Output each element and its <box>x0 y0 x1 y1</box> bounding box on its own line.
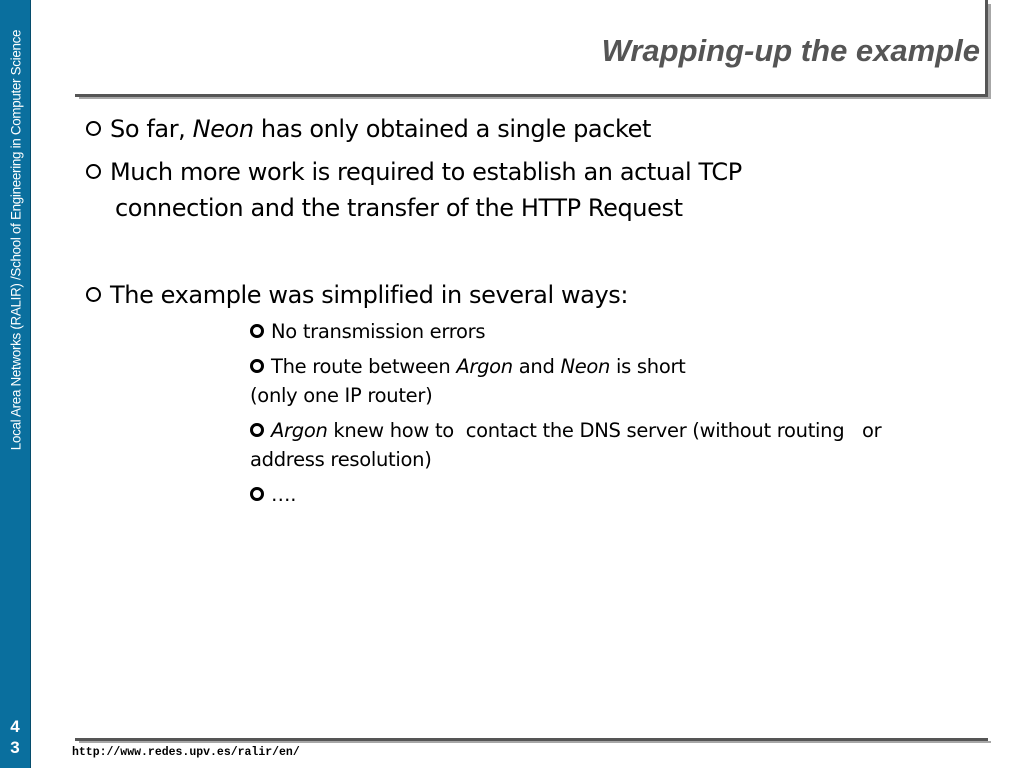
sub-bullet-no-errors <box>250 317 985 346</box>
sub-bullet-text: and <box>512 355 561 378</box>
bullet-simplified <box>86 277 628 313</box>
sub-bullet-text-italic: Neon <box>560 355 611 378</box>
bold-circle-bullet-icon <box>250 359 264 373</box>
page-number-digit-1: 4 <box>10 717 20 736</box>
footer-rule <box>75 738 988 741</box>
bullet-text-italic: Neon <box>192 115 254 143</box>
hollow-circle-bullet-icon <box>86 121 101 136</box>
sidebar <box>0 0 31 768</box>
bullet-text: The example was simplified in several ways: <box>110 281 629 309</box>
sub-bullet-text: knew how to contact the DNS server (without routing or <box>327 419 882 442</box>
footer-url: http://www.redes.upv.es/ralir/en/ <box>72 746 300 759</box>
bold-circle-bullet-icon <box>250 487 264 501</box>
title-rule-shadow <box>79 97 991 99</box>
sub-bullet-text: …. <box>271 483 297 506</box>
sub-bullet-text-italic: Argon <box>271 419 328 442</box>
title-vrule <box>985 0 988 97</box>
sub-bullet-text: is short <box>610 355 686 378</box>
page-number-digit-2: 3 <box>10 738 20 757</box>
bold-circle-bullet-icon <box>250 324 264 338</box>
bullet-text-continued: connection and the transfer of the HTTP Request <box>115 194 683 222</box>
sub-bullet-text-continued: (only one IP router) <box>250 384 433 407</box>
slide-title: Wrapping-up the example <box>601 33 980 68</box>
bullet-text: Much more work is required to establish an actual TCP <box>110 158 742 186</box>
sub-bullet-text-italic: Argon <box>456 355 513 378</box>
title-rule <box>75 94 988 97</box>
sub-bullet-argon-dns <box>250 416 985 474</box>
hollow-circle-bullet-icon <box>86 287 101 302</box>
bullet-text: has only obtained a single packet <box>253 115 652 143</box>
bold-circle-bullet-icon <box>250 423 264 437</box>
sub-bullet-text: The route between <box>271 355 457 378</box>
bullet-so-far <box>86 111 651 147</box>
footer-rule-shadow <box>79 741 991 743</box>
page-number <box>0 716 30 758</box>
bullet-text: So far, <box>110 115 193 143</box>
bullet-more-work <box>86 154 742 226</box>
hollow-circle-bullet-icon <box>86 164 101 179</box>
title-vrule-shadow <box>988 4 991 99</box>
sidebar-course-title: Local Area Networks (RALIR) /School of Engineering in Computer Science <box>8 29 24 451</box>
sub-bullet-ellipsis <box>250 480 985 509</box>
sub-bullet-text-continued: address resolution) <box>250 448 432 471</box>
sub-bullet-text: No transmission errors <box>271 320 486 343</box>
sub-bullet-route <box>250 352 985 410</box>
